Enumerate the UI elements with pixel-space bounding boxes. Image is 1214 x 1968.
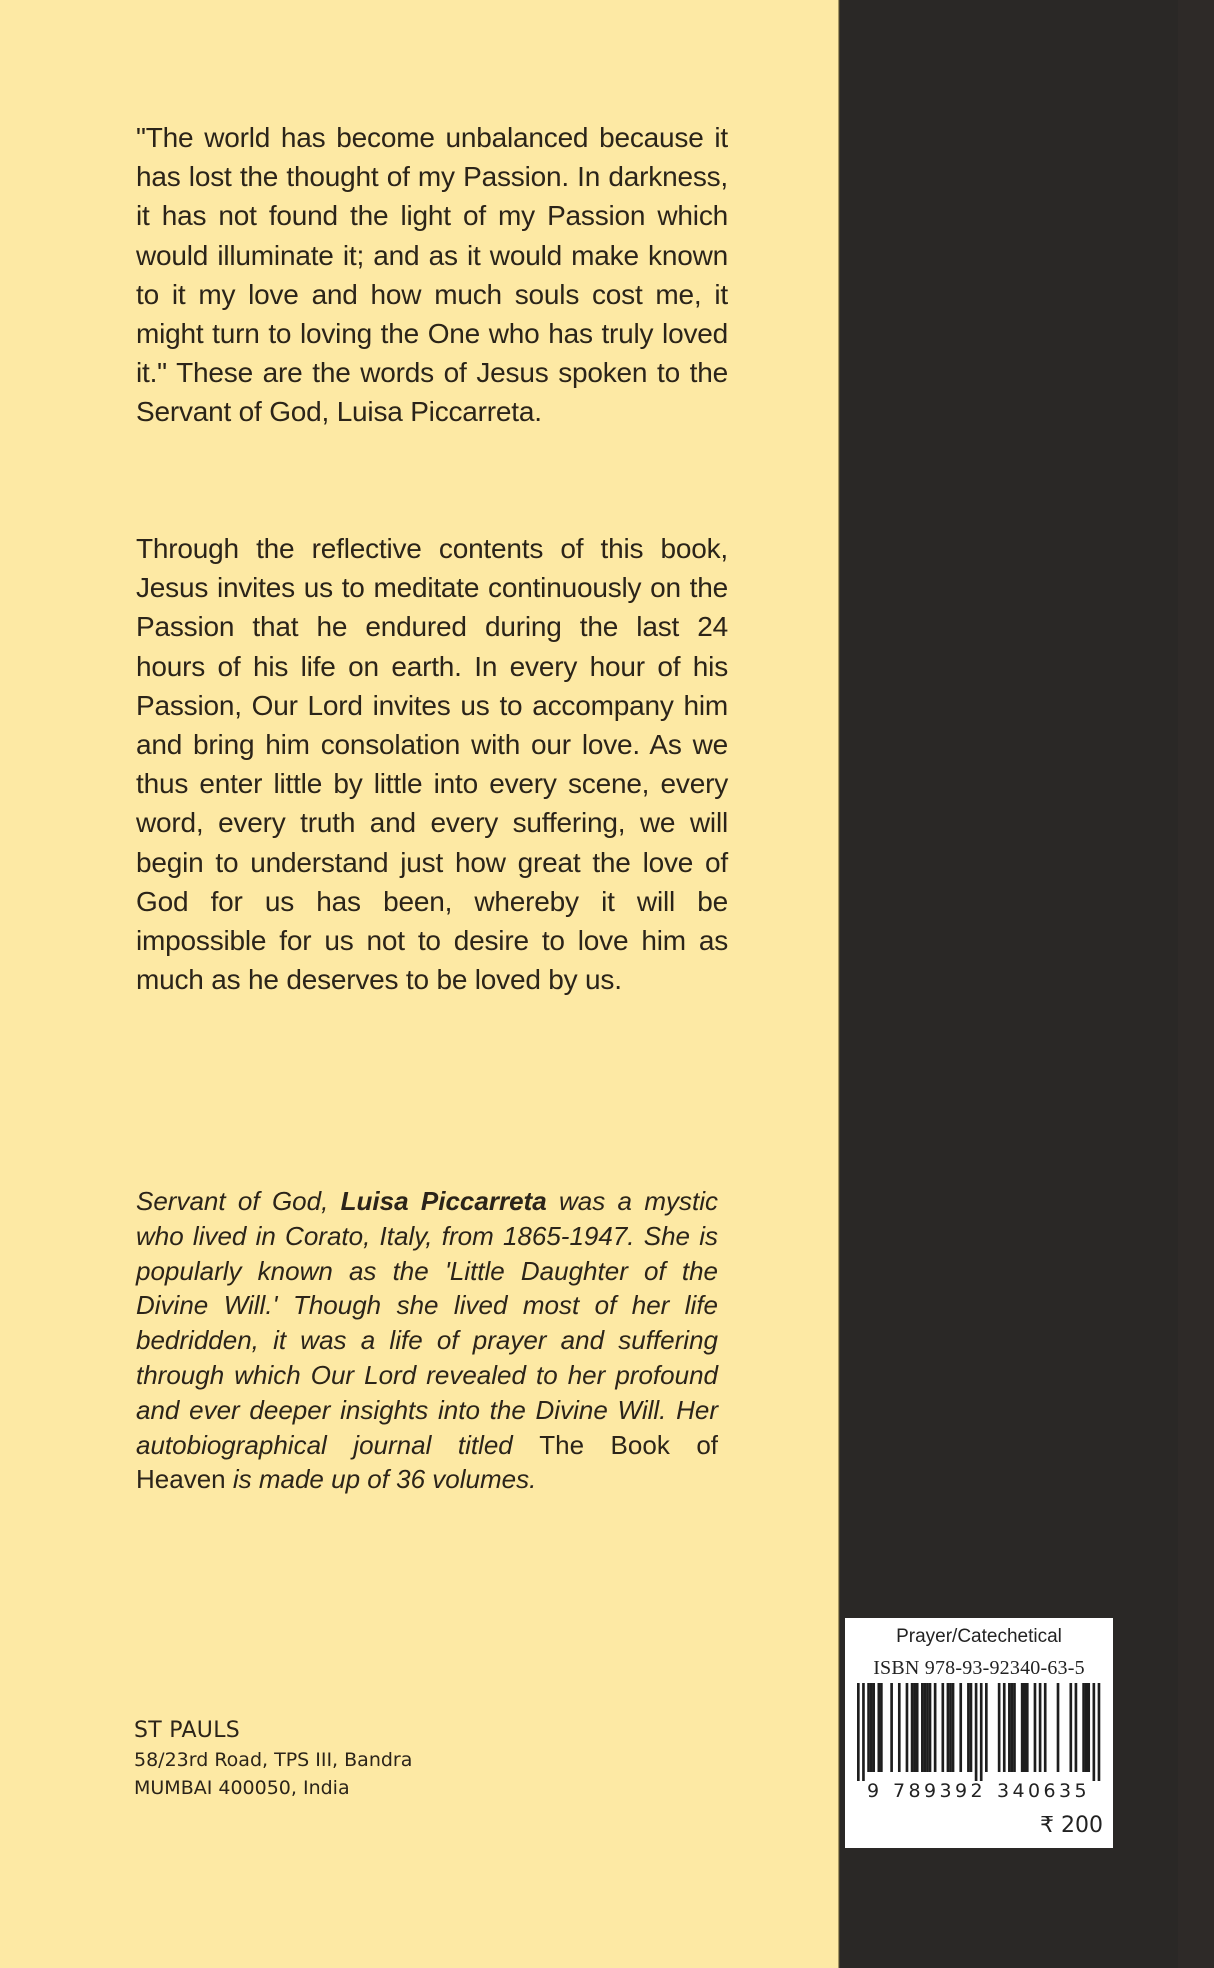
publisher-address-line1: 58/23rd Road, TPS III, Bandra — [134, 1749, 413, 1771]
price-label: ₹ 200 — [1040, 1813, 1103, 1838]
blurb-description-paragraph: Through the reflective contents of this book, Jesus invites us to meditate continuously on the Passion that he endured during the last 24 hours of his life on earth. In every hour of his Passion, Our Lord invites us to accompany him and bring him consolation with our love. As we thus enter little by little into every scene, every word, every truth and every suffering, we will begin to understand just how great the love of God for us has been, whereby it will be impossible for us not to desire to love him as much as he deserves to be loved by us. — [136, 533, 728, 996]
book-title-reference: The Book of Heaven — [136, 1429, 718, 1495]
spine-strip — [1178, 0, 1214, 1968]
barcode-digits-right: 340635 — [997, 1780, 1090, 1802]
bio-body: was a mystic who lived in Corato, Italy, from 1865-1947. She is popularly known as the 'Little Daughter of the Divine Will.' Though she lived most of her life bedridden, it was a life of prayer and suffering through which Our Lord revealed to her profound and ever deeper insights into the Divine Will. Her autobiographical journal titled — [136, 1186, 719, 1460]
barcode-label — [845, 1618, 1113, 1848]
publisher-address-line2: MUMBAI 400050, India — [134, 1777, 350, 1799]
barcode-digits-left: 789392 — [893, 1780, 986, 1802]
author-bio — [136, 1184, 718, 1497]
barcode-icon — [857, 1683, 1102, 1781]
author-name: Luisa Piccarreta — [340, 1186, 547, 1216]
category-label: Prayer/Catechetical — [896, 1626, 1062, 1647]
panel-divider — [838, 0, 840, 1968]
bio-intro: Servant of God, — [136, 1186, 341, 1216]
isbn-text: ISBN 978-93-92340-63-5 — [873, 1657, 1085, 1679]
publisher-block — [134, 1716, 412, 1802]
barcode-digit-lead: 9 — [867, 1780, 880, 1802]
bio-ending: is made up of 36 volumes. — [225, 1464, 537, 1495]
blurb-quote-paragraph: "The world has become unbalanced because it has lost the thought of my Passion. In darkness, it has not found the light of my Passion which would illuminate it; and as it would make known to it my love and how much souls cost me, it might turn to loving the One who has truly loved it." These are the words of Jesus spoken to the Servant of God, Luisa Piccarreta. — [136, 122, 728, 428]
publisher-name: ST PAULS — [134, 1718, 241, 1743]
